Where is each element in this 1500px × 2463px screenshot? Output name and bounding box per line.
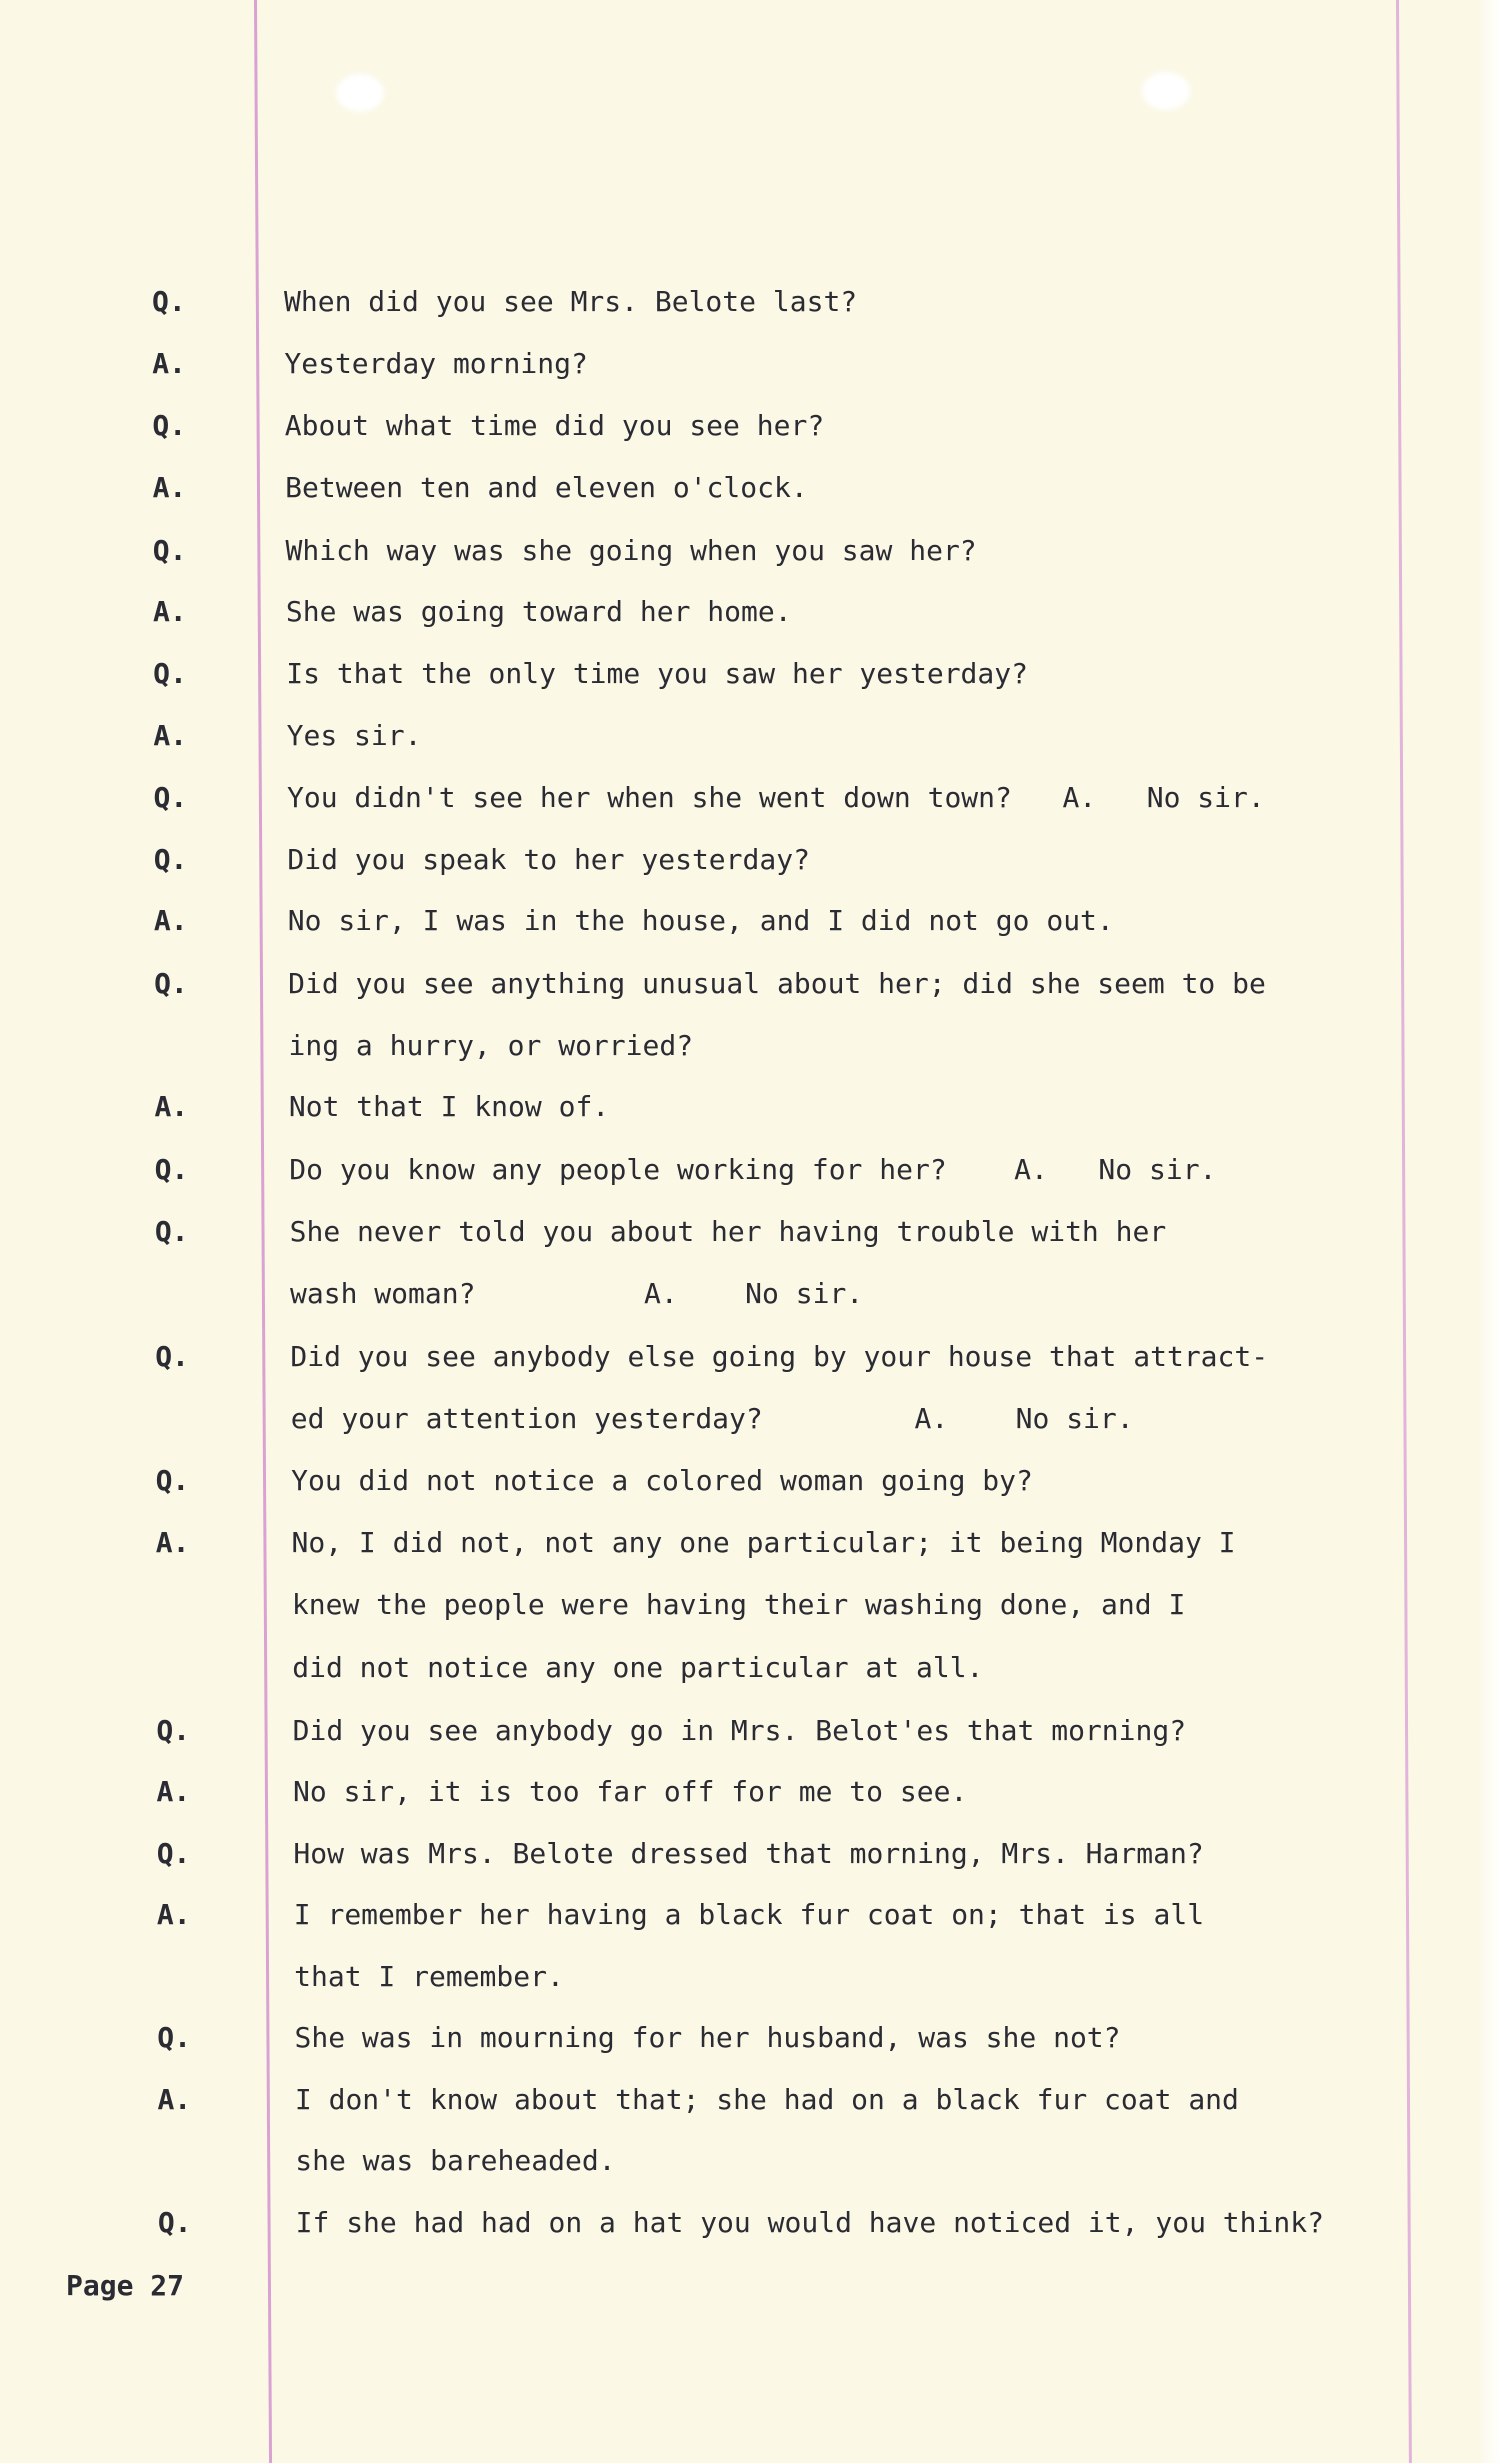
speaker-label: A. <box>152 347 186 380</box>
left-margin-rule <box>254 0 272 2463</box>
page-number: Page 27 <box>66 2269 185 2302</box>
transcript-text: You didn't see her when she went down town? A. No sir. <box>287 781 1265 814</box>
speaker-label: A. <box>152 595 187 628</box>
speaker-label: Q. <box>153 781 188 814</box>
speaker-label: Q. <box>155 1464 190 1497</box>
transcript-text: If she had had on a hat you would have noticed it, you think? <box>295 2206 1324 2239</box>
speaker-label: Q. <box>153 657 187 690</box>
transcript-text: Yes sir. <box>286 719 422 752</box>
speaker-label <box>158 2139 218 2183</box>
transcript-text: knew the people were having their washing done, and I <box>291 1588 1186 1621</box>
transcript-text: Which way was she going when you saw her? <box>285 534 977 567</box>
speaker-label: Q. <box>152 409 187 442</box>
speaker-label: Q. <box>156 1837 191 1870</box>
speaker-label <box>156 1646 216 1690</box>
transcript-text: Do you know any people working for her? A. No sir. <box>289 1153 1217 1186</box>
transcript-text: she was bareheaded. <box>295 2144 616 2177</box>
speaker-label <box>157 1955 217 1999</box>
transcript-text: Did you see anything unusual about her; did she seem to be <box>288 967 1266 1000</box>
transcript-text: No, I did not, not any one particular; it being Monday I <box>291 1526 1236 1559</box>
speaker-label: Q. <box>152 534 187 567</box>
transcript-text: No sir, it is too far off for me to see. <box>293 1775 968 1808</box>
speaker-label: A. <box>153 719 188 752</box>
transcript-text: wash woman? A. No sir. <box>290 1277 864 1310</box>
speaker-label: Q. <box>154 967 188 1000</box>
transcript-text: Did you see anybody else going by your house that attract- <box>290 1340 1269 1373</box>
speaker-label: Q. <box>154 1153 189 1186</box>
transcript-text: Did you see anybody go in Mrs. Belot'es that morning? <box>292 1714 1187 1747</box>
transcript-text: ing a hurry, or worried? <box>288 1029 694 1062</box>
speaker-label: Q. <box>156 1714 191 1747</box>
transcript-text: When did you see Mrs. Belote last? <box>284 285 858 318</box>
page-edge <box>1478 0 1500 2463</box>
speaker-label: Q. <box>152 285 186 318</box>
speaker-label <box>155 1272 215 1316</box>
speaker-label: Q. <box>153 843 188 876</box>
speaker-label: Q. <box>155 1340 189 1373</box>
speaker-label <box>155 1397 215 1441</box>
speaker-label <box>154 1024 214 1068</box>
punch-hole <box>1146 76 1186 106</box>
speaker-label: Q. <box>157 2021 191 2054</box>
transcript-text: I don't know about that; she had on a black fur coat and <box>294 2083 1239 2116</box>
transcript-text: did not notice any one particular at all. <box>292 1651 984 1684</box>
transcript-text: How was Mrs. Belote dressed that morning, Mrs. Harman? <box>293 1837 1204 1870</box>
speaker-label: A. <box>153 904 188 937</box>
transcript-text: ed your attention yesterday? A. No sir. <box>290 1402 1134 1435</box>
transcript-text: About what time did you see her? <box>284 409 825 442</box>
transcript-text: that I remember. <box>294 1960 564 1993</box>
speaker-label: Q. <box>157 2206 192 2239</box>
speaker-label: A. <box>152 471 187 504</box>
transcript-text: No sir, I was in the house, and I did not go out. <box>287 904 1114 937</box>
speaker-label: Q. <box>154 1215 189 1248</box>
transcript-text: Did you speak to her yesterday? <box>287 843 810 876</box>
transcript-text: Between ten and eleven o'clock. <box>285 471 808 504</box>
transcript-text: Yesterday morning? <box>284 347 588 380</box>
punch-hole <box>340 78 380 108</box>
speaker-label: A. <box>155 1526 190 1559</box>
transcript-text: I remember her having a black fur coat on; that is all <box>293 1898 1205 1931</box>
speaker-label <box>156 1583 216 1627</box>
speaker-label: A. <box>156 1775 191 1808</box>
speaker-label: A. <box>156 1898 191 1931</box>
transcript-text: Not that I know of. <box>288 1090 610 1123</box>
speaker-label: A. <box>157 2083 192 2116</box>
transcript-text: You did not notice a colored woman going by? <box>291 1464 1033 1497</box>
transcript-text: She was going toward her home. <box>285 595 792 628</box>
transcript-text: She was in mourning for her husband, was she not? <box>294 2021 1121 2054</box>
transcript-text: Is that the only time you saw her yesterday? <box>286 657 1028 690</box>
transcript-text: She never told you about her having trouble with her <box>289 1215 1167 1248</box>
speaker-label: A. <box>154 1090 189 1123</box>
